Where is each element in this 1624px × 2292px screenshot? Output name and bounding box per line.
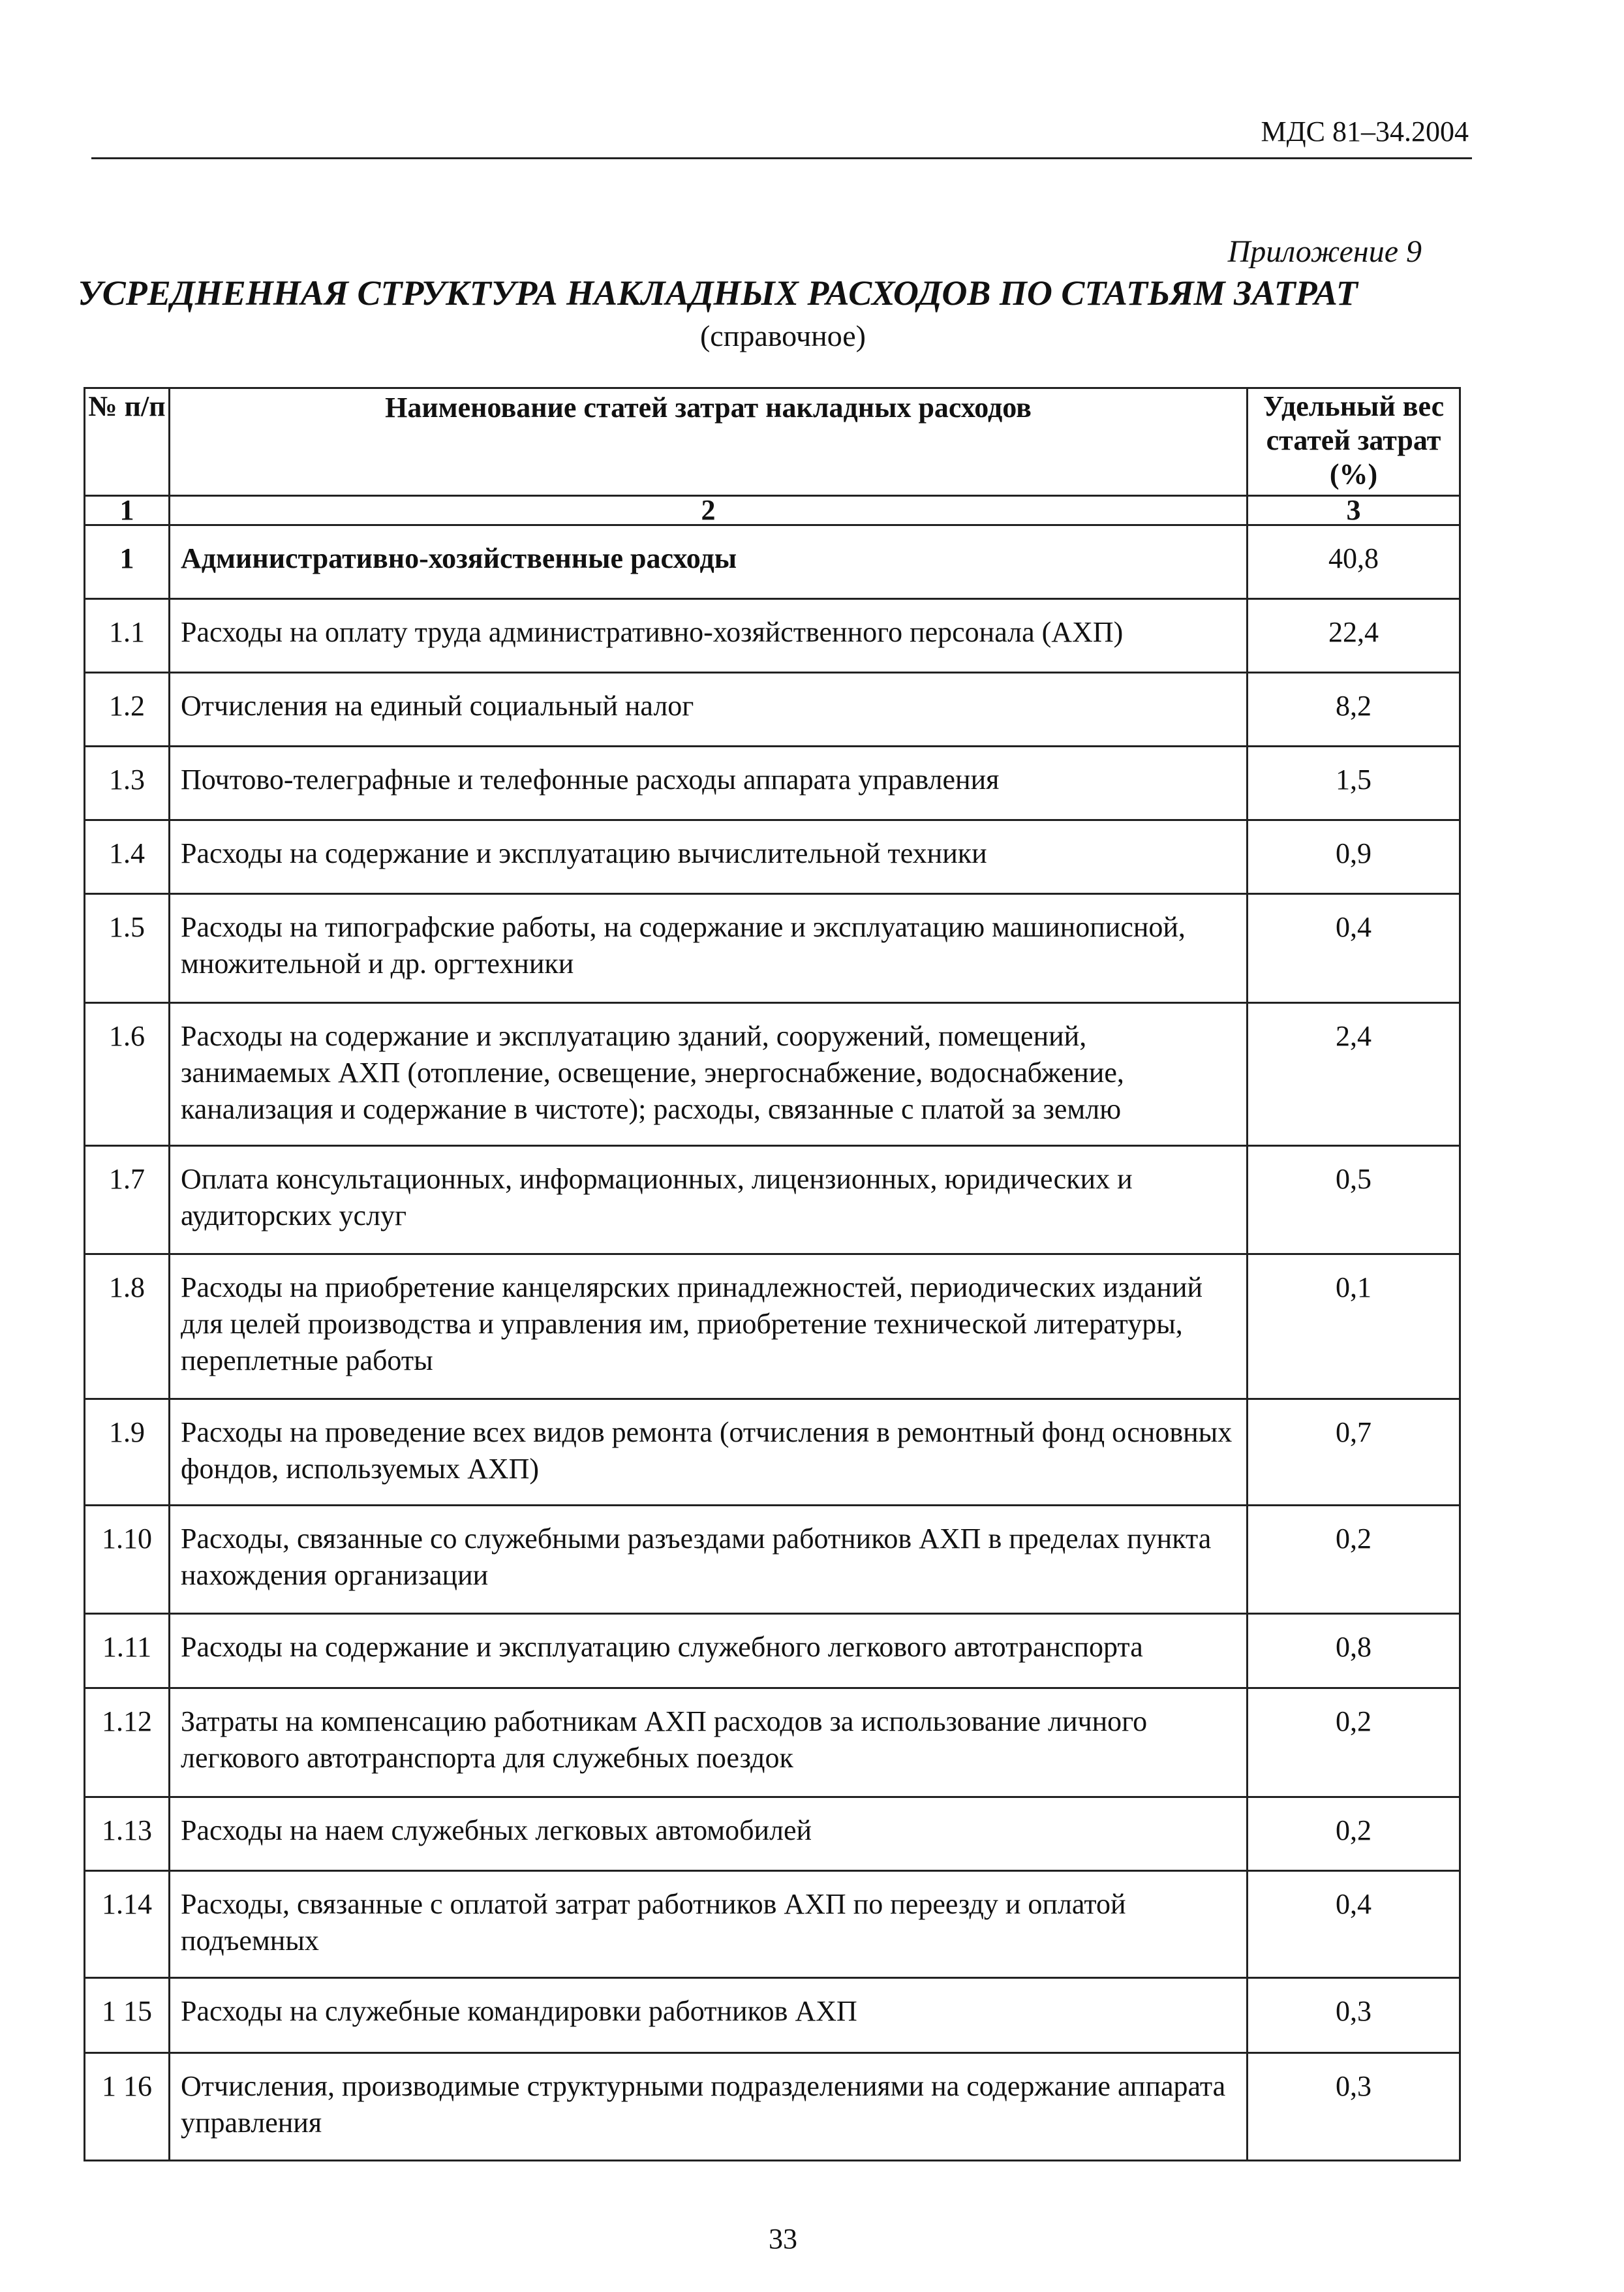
row-number: 1.13 (85, 1797, 170, 1871)
row-number: 1.1 (85, 599, 170, 673)
overhead-cost-table (84, 387, 1461, 2161)
row-number: 1.4 (85, 820, 170, 894)
table-row (85, 1797, 1460, 1871)
row-share-value: 0,4 (1248, 1871, 1460, 1978)
row-number: 1.14 (85, 1871, 170, 1978)
table-row (85, 599, 1460, 673)
row-item-name: Расходы на наем служебных легковых автомобилей (170, 1797, 1248, 1871)
column-index: 3 (1248, 496, 1460, 525)
row-number: 1.8 (85, 1254, 170, 1399)
row-number: 1.3 (85, 747, 170, 820)
row-number: 1.9 (85, 1399, 170, 1506)
header-number: № п/п (85, 388, 170, 496)
row-number: 1.7 (85, 1146, 170, 1254)
table-row (85, 894, 1460, 1003)
table-row (85, 1506, 1460, 1614)
row-item-name: Расходы на оплату труда административно-хозяйственного персонала (АХП) (170, 599, 1248, 673)
table-row (85, 1688, 1460, 1797)
row-share-value: 0,9 (1248, 820, 1460, 894)
table-row (85, 2053, 1460, 2161)
document-subtitle: (справочное) (699, 319, 866, 352)
row-item-name: Расходы на содержание и эксплуатацию зданий, сооружений, помещений, занимаемых АХП (отопление, освещение, энергоснабжение, водоснабжение, канализация и содержание в чистоте); расходы, связанные с платой за землю (170, 1003, 1248, 1146)
row-item-name: Расходы на типографские работы, на содержание и эксплуатацию машинописной, множительной и др. оргтехники (170, 894, 1248, 1003)
row-item-name: Расходы, связанные со служебными разъездами работников АХП в пределах пункта нахождения организации (170, 1506, 1248, 1614)
row-item-name: Затраты на компенсацию работникам АХП расходов за использование личного легкового автотранспорта для служебных поездок (170, 1688, 1248, 1797)
row-share-value: 0,5 (1248, 1146, 1460, 1254)
row-item-name: Расходы на проведение всех видов ремонта (отчисления в ремонтный фонд основных фондов, используемых АХП) (170, 1399, 1248, 1506)
row-item-name: Расходы на содержание и эксплуатацию вычислительной техники (170, 820, 1248, 894)
table-header-row (85, 388, 1460, 496)
row-item-name: Расходы на служебные командировки работников АХП (170, 1978, 1248, 2053)
row-item-name: Расходы на содержание и эксплуатацию служебного легкового автотранспорта (170, 1614, 1248, 1688)
page-number: 33 (769, 2223, 797, 2255)
header-rule (91, 157, 1472, 159)
row-number: 1 15 (85, 1978, 170, 2053)
row-share-value: 22,4 (1248, 599, 1460, 673)
row-item-name: Почтово-телеграфные и телефонные расходы аппарата управления (170, 747, 1248, 820)
row-number: 1.11 (85, 1614, 170, 1688)
row-share-value: 0,4 (1248, 894, 1460, 1003)
row-item-name: Отчисления, производимые структурными подразделениями на содержание аппарата управления (170, 2053, 1248, 2161)
column-index: 2 (170, 496, 1248, 525)
row-share-value: 0,8 (1248, 1614, 1460, 1688)
row-share-value: 40,8 (1248, 525, 1460, 599)
row-share-value: 1,5 (1248, 747, 1460, 820)
row-share-value: 0,2 (1248, 1506, 1460, 1614)
row-item-name: Расходы, связанные с оплатой затрат работников АХП по переезду и оплатой подъемных (170, 1871, 1248, 1978)
row-share-value: 0,1 (1248, 1254, 1460, 1399)
table-row (85, 1978, 1460, 2053)
row-share-value: 0,2 (1248, 1797, 1460, 1871)
row-number: 1 (85, 525, 170, 599)
row-number: 1.10 (85, 1506, 170, 1614)
table-row (85, 747, 1460, 820)
row-number: 1.12 (85, 1688, 170, 1797)
table-row (85, 820, 1460, 894)
row-item-name: Оплата консультационных, информационных, лицензионных, юридических и аудиторских услуг (170, 1146, 1248, 1254)
row-number: 1.2 (85, 673, 170, 747)
header-item-name: Наименование статей затрат накладных расходов (170, 388, 1248, 496)
table-row (85, 1614, 1460, 1688)
column-index: 1 (85, 496, 170, 525)
row-item-name: Расходы на приобретение канцелярских принадлежностей, периодических изданий для целей производства и управления им, приобретение технической литературы, переплетные работы (170, 1254, 1248, 1399)
row-item-name: Отчисления на единый социальный налог (170, 673, 1248, 747)
row-share-value: 0,7 (1248, 1399, 1460, 1506)
row-share-value: 0,2 (1248, 1688, 1460, 1797)
row-share-value: 2,4 (1248, 1003, 1460, 1146)
document-title: УСРЕДНЕННАЯ СТРУКТУРА НАКЛАДНЫХ РАСХОДОВ ПО СТАТЬЯМ ЗАТРАТ (78, 273, 1358, 313)
row-number: 1 16 (85, 2053, 170, 2161)
row-item-name: Административно-хозяйственные расходы (170, 525, 1248, 599)
table-row (85, 1254, 1460, 1399)
row-share-value: 0,3 (1248, 2053, 1460, 2161)
table-row (85, 1871, 1460, 1978)
header-share: Удельный вес статей затрат (%) (1248, 388, 1460, 496)
row-share-value: 0,3 (1248, 1978, 1460, 2053)
table-row (85, 1003, 1460, 1146)
row-number: 1.5 (85, 894, 170, 1003)
row-number: 1.6 (85, 1003, 170, 1146)
table-row (85, 673, 1460, 747)
document-code: МДС 81–34.2004 (1261, 116, 1469, 147)
column-index-row (85, 496, 1460, 525)
table-row (85, 525, 1460, 599)
table-row (85, 1399, 1460, 1506)
appendix-label: Приложение 9 (1227, 234, 1422, 269)
row-share-value: 8,2 (1248, 673, 1460, 747)
table-row (85, 1146, 1460, 1254)
